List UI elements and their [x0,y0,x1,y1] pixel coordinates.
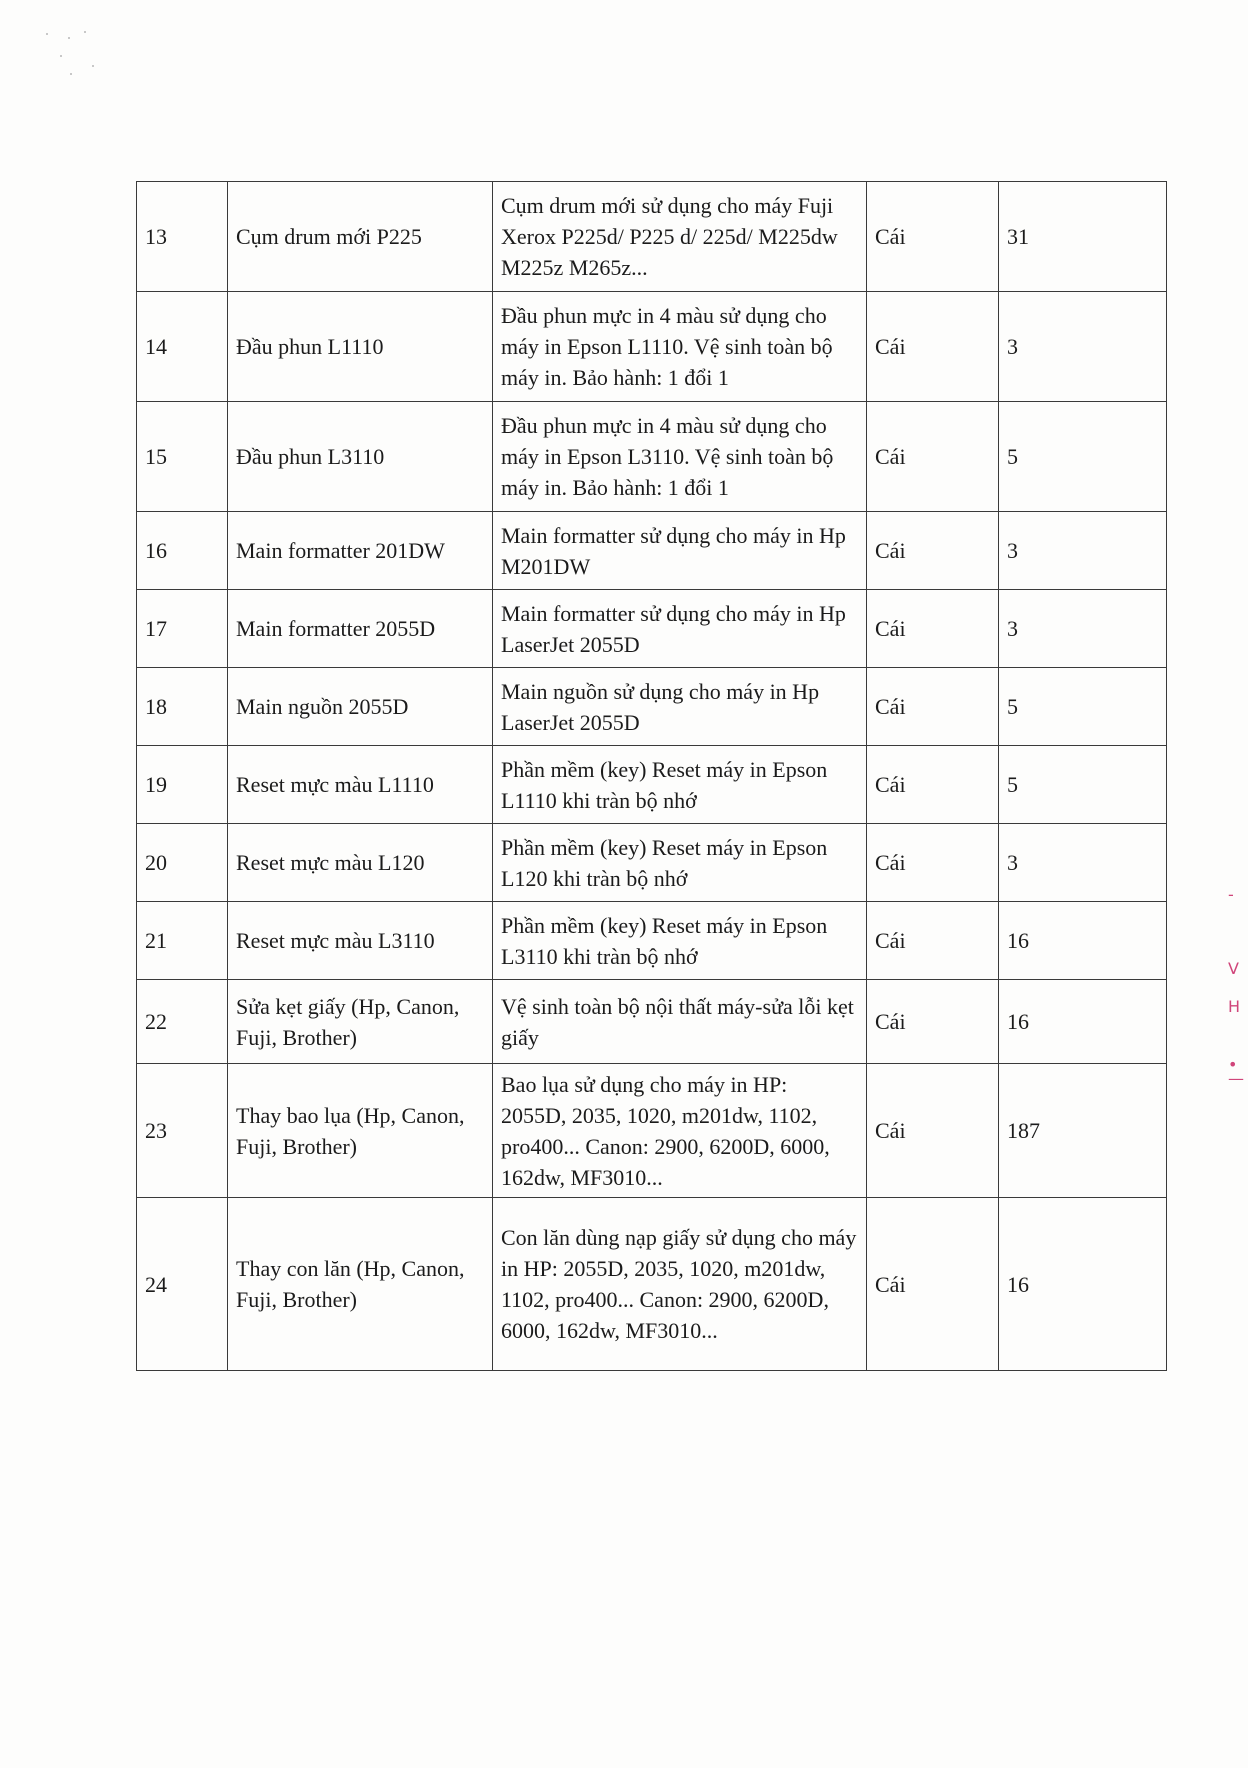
items-table [136,181,1167,1371]
item-quantity: 5 [999,668,1167,746]
item-name: Main formatter 2055D [228,590,493,668]
table-row [137,402,1167,512]
item-description: Đầu phun mực in 4 màu sử dụng cho máy in Epson L1110. Vệ sinh toàn bộ máy in. Bảo hành: 1 đổi 1 [493,292,867,402]
row-number: 13 [137,182,228,292]
row-number: 21 [137,902,228,980]
item-description: Main formatter sử dụng cho máy in Hp M201DW [493,512,867,590]
table-row [137,824,1167,902]
row-number: 18 [137,668,228,746]
margin-mark: - [1228,885,1234,904]
item-description: Phần mềm (key) Reset máy in Epson L3110 khi tràn bộ nhớ [493,902,867,980]
item-description: Cụm drum mới sử dụng cho máy Fuji Xerox P225d/ P225 d/ 225d/ M225dw M225z M265z... [493,182,867,292]
item-quantity: 16 [999,1198,1167,1371]
item-name: Đầu phun L1110 [228,292,493,402]
item-description: Phần mềm (key) Reset máy in Epson L120 khi tràn bộ nhớ [493,824,867,902]
table-row [137,902,1167,980]
row-number: 15 [137,402,228,512]
item-name: Reset mực màu L1110 [228,746,493,824]
item-name: Cụm drum mới P225 [228,182,493,292]
table-row [137,1198,1167,1371]
row-number: 17 [137,590,228,668]
margin-mark: • [1228,1055,1238,1074]
item-unit: Cái [867,292,999,402]
table-row [137,182,1167,292]
table-row [137,980,1167,1064]
row-number: 23 [137,1064,228,1198]
item-quantity: 187 [999,1064,1167,1198]
item-unit: Cái [867,182,999,292]
table-row [137,1064,1167,1198]
row-number: 22 [137,980,228,1064]
item-unit: Cái [867,902,999,980]
item-quantity: 3 [999,512,1167,590]
item-quantity: 16 [999,980,1167,1064]
item-description: Đầu phun mực in 4 màu sử dụng cho máy in Epson L3110. Vệ sinh toàn bộ máy in. Bảo hành: 1 đổi 1 [493,402,867,512]
row-number: 14 [137,292,228,402]
row-number: 19 [137,746,228,824]
item-name: Đầu phun L3110 [228,402,493,512]
margin-mark: — [1228,1069,1244,1088]
item-description: Phần mềm (key) Reset máy in Epson L1110 khi tràn bộ nhớ [493,746,867,824]
margin-mark: H [1228,997,1241,1016]
item-unit: Cái [867,980,999,1064]
item-quantity: 5 [999,746,1167,824]
margin-mark: V [1228,959,1239,978]
item-unit: Cái [867,402,999,512]
item-unit: Cái [867,746,999,824]
item-description: Main formatter sử dụng cho máy in Hp LaserJet 2055D [493,590,867,668]
item-unit: Cái [867,512,999,590]
item-description: Bao lụa sử dụng cho máy in HP: 2055D, 2035, 1020, m201dw, 1102, pro400... Canon: 2900, 6200D, 6000, 162dw, MF3010... [493,1064,867,1198]
item-name: Main formatter 201DW [228,512,493,590]
row-number: 20 [137,824,228,902]
item-description: Main nguồn sử dụng cho máy in Hp LaserJet 2055D [493,668,867,746]
item-description: Vệ sinh toàn bộ nội thất máy-sửa lỗi kẹt giấy [493,980,867,1064]
item-unit: Cái [867,1198,999,1371]
item-unit: Cái [867,668,999,746]
table-row [137,512,1167,590]
table-row [137,590,1167,668]
item-quantity: 3 [999,824,1167,902]
item-quantity: 31 [999,182,1167,292]
item-name: Reset mực màu L120 [228,824,493,902]
item-unit: Cái [867,824,999,902]
item-quantity: 5 [999,402,1167,512]
item-unit: Cái [867,590,999,668]
row-number: 24 [137,1198,228,1371]
item-name: Reset mực màu L3110 [228,902,493,980]
scan-artifacts [40,25,120,85]
item-name: Main nguồn 2055D [228,668,493,746]
table-row [137,292,1167,402]
item-quantity: 3 [999,292,1167,402]
table-row [137,668,1167,746]
item-description: Con lăn dùng nạp giấy sử dụng cho máy in HP: 2055D, 2035, 1020, m201dw, 1102, pro400... Canon: 2900, 6200D, 6000, 162dw, MF3010... [493,1198,867,1371]
margin-stamp-marks [1222,885,1246,1095]
item-name: Thay bao lụa (Hp, Canon, Fuji, Brother) [228,1064,493,1198]
item-name: Sửa kẹt giấy (Hp, Canon, Fuji, Brother) [228,980,493,1064]
table-row [137,746,1167,824]
item-quantity: 16 [999,902,1167,980]
item-name: Thay con lăn (Hp, Canon, Fuji, Brother) [228,1198,493,1371]
row-number: 16 [137,512,228,590]
item-unit: Cái [867,1064,999,1198]
item-quantity: 3 [999,590,1167,668]
